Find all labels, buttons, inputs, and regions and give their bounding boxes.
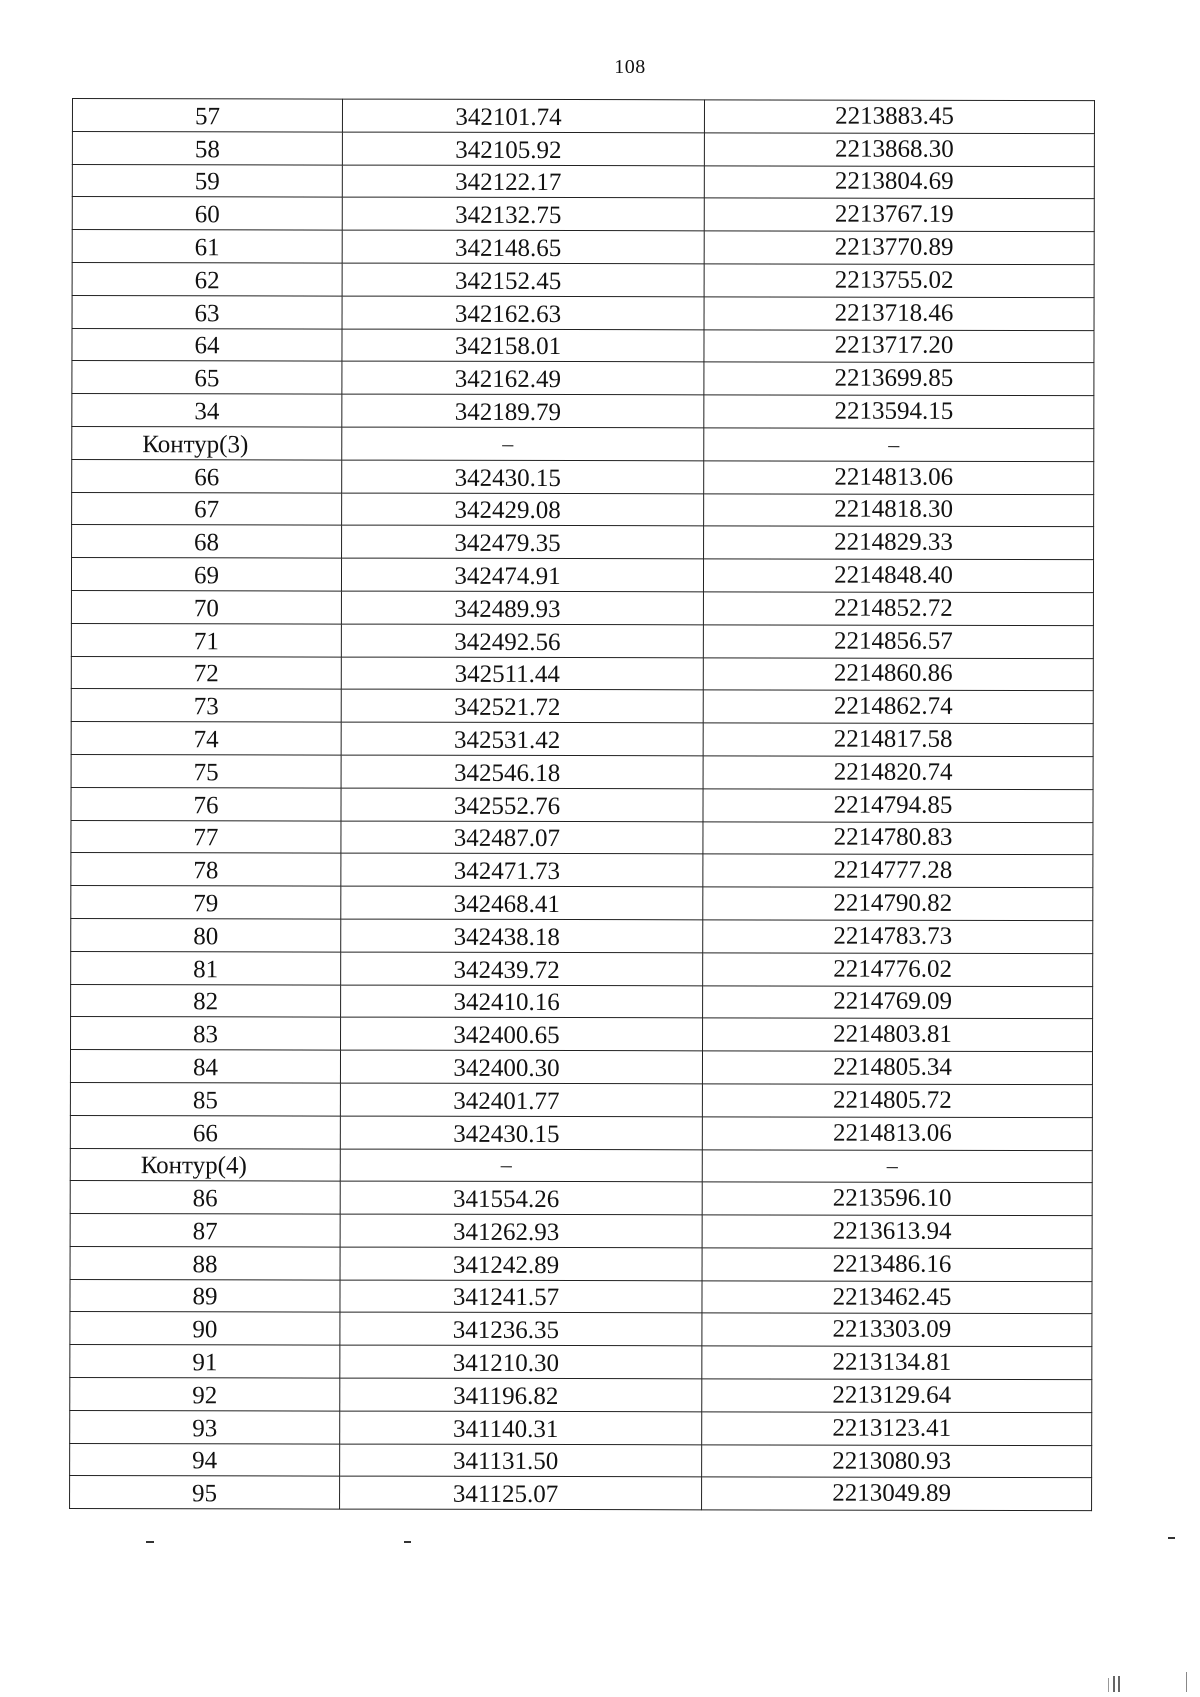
- table-row: [72, 394, 1094, 429]
- table-row: [70, 1312, 1092, 1347]
- x-coordinate-cell: 341241.57: [340, 1280, 702, 1314]
- point-number-cell: Контур(4): [70, 1148, 340, 1181]
- x-coordinate-cell: 342552.76: [341, 788, 703, 822]
- y-coordinate-cell: 2214813.06: [704, 461, 1094, 495]
- point-number-cell: 68: [72, 525, 342, 558]
- table-row: [70, 1378, 1092, 1413]
- y-coordinate-cell: 2214803.81: [703, 1018, 1093, 1052]
- x-coordinate-cell: –: [342, 427, 704, 461]
- scan-edge-mark: [1113, 1676, 1115, 1692]
- scan-dash-mark: [404, 1541, 411, 1543]
- table-row: [70, 1279, 1092, 1314]
- y-coordinate-cell: 2214776.02: [703, 953, 1093, 987]
- point-number-cell: 86: [70, 1181, 340, 1214]
- x-coordinate-cell: 342439.72: [341, 952, 703, 986]
- scan-edge-mark: [1108, 1678, 1109, 1692]
- table-row: [72, 262, 1094, 297]
- y-coordinate-cell: 2214769.09: [703, 985, 1093, 1019]
- y-coordinate-cell: 2213486.16: [702, 1248, 1092, 1282]
- point-number-cell: 73: [71, 689, 341, 722]
- y-coordinate-cell: 2213123.41: [702, 1412, 1092, 1446]
- y-coordinate-cell: 2213868.30: [704, 133, 1094, 167]
- y-coordinate-cell: 2214777.28: [703, 854, 1093, 888]
- table-row: [72, 99, 1094, 134]
- x-coordinate-cell: 342429.08: [342, 493, 704, 527]
- y-coordinate-cell: 2214790.82: [703, 887, 1093, 921]
- y-coordinate-cell: 2213129.64: [702, 1379, 1092, 1413]
- y-coordinate-cell: 2214794.85: [703, 789, 1093, 823]
- x-coordinate-cell: 342189.79: [342, 394, 704, 428]
- x-coordinate-cell: 342468.41: [341, 886, 703, 920]
- point-number-cell: 67: [72, 492, 342, 525]
- x-coordinate-cell: 342489.93: [341, 591, 703, 625]
- point-number-cell: 72: [71, 656, 341, 689]
- y-coordinate-cell: 2214780.83: [703, 821, 1093, 855]
- point-number-cell: 61: [72, 230, 342, 263]
- table-row: [70, 1050, 1092, 1085]
- table-section-row: [70, 1148, 1092, 1183]
- x-coordinate-cell: 341196.82: [340, 1378, 702, 1412]
- y-coordinate-cell: –: [704, 428, 1094, 462]
- table-section-row: [72, 426, 1094, 461]
- point-number-cell: 93: [70, 1410, 340, 1443]
- y-coordinate-cell: 2213717.20: [704, 329, 1094, 363]
- y-coordinate-cell: 2213699.85: [704, 362, 1094, 396]
- x-coordinate-cell: 342546.18: [341, 755, 703, 789]
- point-number-cell: 89: [70, 1279, 340, 1312]
- y-coordinate-cell: 2214783.73: [703, 920, 1093, 954]
- point-number-cell: 76: [71, 787, 341, 820]
- x-coordinate-cell: 342401.77: [340, 1083, 702, 1117]
- coordinates-table-body: [70, 99, 1095, 1511]
- table-row: [70, 1246, 1092, 1281]
- x-coordinate-cell: 342105.92: [342, 132, 704, 166]
- table-row: [70, 1214, 1092, 1249]
- table-row: [71, 787, 1093, 822]
- x-coordinate-cell: 342122.17: [342, 165, 704, 199]
- y-coordinate-cell: 2213613.94: [702, 1215, 1092, 1249]
- y-coordinate-cell: 2214829.33: [704, 526, 1094, 560]
- point-number-cell: 85: [70, 1082, 340, 1115]
- point-number-cell: 66: [70, 1115, 340, 1148]
- page-number: 108: [614, 56, 646, 78]
- table-row: [71, 951, 1093, 986]
- y-coordinate-cell: 2213804.69: [704, 165, 1094, 199]
- point-number-cell: 80: [71, 918, 341, 951]
- x-coordinate-cell: 342400.65: [341, 1017, 703, 1051]
- table-row: [72, 525, 1094, 560]
- scan-dash-mark: [1168, 1537, 1175, 1539]
- table-row: [71, 1017, 1093, 1052]
- point-number-cell: 75: [71, 754, 341, 787]
- x-coordinate-cell: 342400.30: [340, 1050, 702, 1084]
- point-number-cell: 87: [70, 1214, 340, 1247]
- point-number-cell: 90: [70, 1312, 340, 1345]
- x-coordinate-cell: 341125.07: [340, 1477, 702, 1511]
- table-row: [70, 1443, 1092, 1478]
- point-number-cell: 81: [71, 951, 341, 984]
- coordinates-table: [69, 98, 1095, 1511]
- x-coordinate-cell: 342521.72: [341, 689, 703, 723]
- x-coordinate-cell: 342471.73: [341, 853, 703, 887]
- x-coordinate-cell: 342148.65: [342, 230, 704, 264]
- y-coordinate-cell: 2213770.89: [704, 231, 1094, 265]
- x-coordinate-cell: 341262.93: [340, 1214, 702, 1248]
- table-row: [71, 722, 1093, 757]
- y-coordinate-cell: 2213596.10: [702, 1182, 1092, 1216]
- table-row: [72, 492, 1094, 527]
- x-coordinate-cell: 342474.91: [341, 558, 703, 592]
- table-row: [71, 689, 1093, 724]
- table-row: [72, 328, 1094, 363]
- x-coordinate-cell: 342152.45: [342, 263, 704, 297]
- y-coordinate-cell: 2214848.40: [703, 559, 1093, 593]
- x-coordinate-cell: 341236.35: [340, 1313, 702, 1347]
- table-row: [71, 918, 1093, 953]
- table-row: [71, 886, 1093, 921]
- y-coordinate-cell: 2214852.72: [703, 592, 1093, 626]
- table-row: [71, 558, 1093, 593]
- point-number-cell: 94: [70, 1443, 340, 1476]
- x-coordinate-cell: 341554.26: [340, 1181, 702, 1215]
- point-number-cell: 60: [72, 197, 342, 230]
- point-number-cell: 71: [71, 623, 341, 656]
- x-coordinate-cell: 341242.89: [340, 1247, 702, 1281]
- point-number-cell: 66: [72, 459, 342, 492]
- point-number-cell: Контур(3): [72, 426, 342, 459]
- point-number-cell: 34: [72, 394, 342, 427]
- point-number-cell: 78: [71, 853, 341, 886]
- x-coordinate-cell: 341131.50: [340, 1444, 702, 1478]
- table-row: [71, 820, 1093, 855]
- scan-edge-mark: [1186, 1672, 1187, 1692]
- y-coordinate-cell: 2214856.57: [703, 625, 1093, 659]
- x-coordinate-cell: –: [340, 1149, 702, 1183]
- point-number-cell: 59: [72, 164, 342, 197]
- scan-edge-mark: [1118, 1676, 1120, 1692]
- y-coordinate-cell: 2214805.34: [702, 1051, 1092, 1085]
- table-row: [70, 1181, 1092, 1216]
- x-coordinate-cell: 342132.75: [342, 197, 704, 231]
- table-row: [72, 164, 1094, 199]
- table-row: [71, 853, 1093, 888]
- x-coordinate-cell: 342487.07: [341, 821, 703, 855]
- table-row: [72, 361, 1094, 396]
- x-coordinate-cell: 341210.30: [340, 1345, 702, 1379]
- y-coordinate-cell: 2213883.45: [704, 100, 1094, 134]
- y-coordinate-cell: 2213594.15: [704, 395, 1094, 429]
- y-coordinate-cell: 2214813.06: [702, 1117, 1092, 1151]
- table-row: [72, 459, 1094, 494]
- point-number-cell: 64: [72, 328, 342, 361]
- y-coordinate-cell: 2214818.30: [704, 493, 1094, 527]
- y-coordinate-cell: –: [702, 1149, 1092, 1183]
- table-row: [72, 295, 1094, 330]
- y-coordinate-cell: 2213718.46: [704, 297, 1094, 331]
- x-coordinate-cell: 342492.56: [341, 624, 703, 658]
- point-number-cell: 83: [71, 1017, 341, 1050]
- point-number-cell: 91: [70, 1345, 340, 1378]
- point-number-cell: 65: [72, 361, 342, 394]
- table-row: [71, 754, 1093, 789]
- y-coordinate-cell: 2213049.89: [702, 1477, 1092, 1511]
- point-number-cell: 92: [70, 1378, 340, 1411]
- point-number-cell: 70: [71, 590, 341, 623]
- point-number-cell: 57: [72, 99, 342, 132]
- y-coordinate-cell: 2213767.19: [704, 198, 1094, 232]
- point-number-cell: 63: [72, 295, 342, 328]
- y-coordinate-cell: 2213134.81: [702, 1346, 1092, 1380]
- y-coordinate-cell: 2213462.45: [702, 1281, 1092, 1315]
- y-coordinate-cell: 2214817.58: [703, 723, 1093, 757]
- point-number-cell: 84: [70, 1050, 340, 1083]
- x-coordinate-cell: 342511.44: [341, 657, 703, 691]
- x-coordinate-cell: 342158.01: [342, 329, 704, 363]
- table-row: [70, 1345, 1092, 1380]
- x-coordinate-cell: 342438.18: [341, 919, 703, 953]
- point-number-cell: 62: [72, 262, 342, 295]
- point-number-cell: 82: [71, 984, 341, 1017]
- table-row: [72, 230, 1094, 265]
- y-coordinate-cell: 2214862.74: [703, 690, 1093, 724]
- point-number-cell: 77: [71, 820, 341, 853]
- x-coordinate-cell: 342479.35: [342, 525, 704, 559]
- point-number-cell: 58: [72, 131, 342, 164]
- y-coordinate-cell: 2213303.09: [702, 1313, 1092, 1347]
- point-number-cell: 69: [71, 558, 341, 591]
- y-coordinate-cell: 2213755.02: [704, 264, 1094, 298]
- x-coordinate-cell: 342101.74: [342, 99, 704, 133]
- y-coordinate-cell: 2213080.93: [702, 1444, 1092, 1478]
- point-number-cell: 88: [70, 1246, 340, 1279]
- table-row: [70, 1476, 1092, 1511]
- x-coordinate-cell: 341140.31: [340, 1411, 702, 1445]
- x-coordinate-cell: 342410.16: [341, 985, 703, 1019]
- point-number-cell: 79: [71, 886, 341, 919]
- x-coordinate-cell: 342162.49: [342, 361, 704, 395]
- x-coordinate-cell: 342430.15: [342, 460, 704, 494]
- scan-dash-mark: [146, 1541, 154, 1543]
- table-row: [71, 984, 1093, 1019]
- y-coordinate-cell: 2214860.86: [703, 657, 1093, 691]
- y-coordinate-cell: 2214805.72: [702, 1084, 1092, 1118]
- table-row: [70, 1410, 1092, 1445]
- table-row: [71, 623, 1093, 658]
- x-coordinate-cell: 342162.63: [342, 296, 704, 330]
- point-number-cell: 95: [70, 1476, 340, 1509]
- table-row: [70, 1115, 1092, 1150]
- table-row: [72, 197, 1094, 232]
- y-coordinate-cell: 2214820.74: [703, 756, 1093, 790]
- x-coordinate-cell: 342531.42: [341, 722, 703, 756]
- table-row: [71, 656, 1093, 691]
- table-row: [71, 590, 1093, 625]
- table-row: [72, 131, 1094, 166]
- table-row: [70, 1082, 1092, 1117]
- point-number-cell: 74: [71, 722, 341, 755]
- x-coordinate-cell: 342430.15: [340, 1116, 702, 1150]
